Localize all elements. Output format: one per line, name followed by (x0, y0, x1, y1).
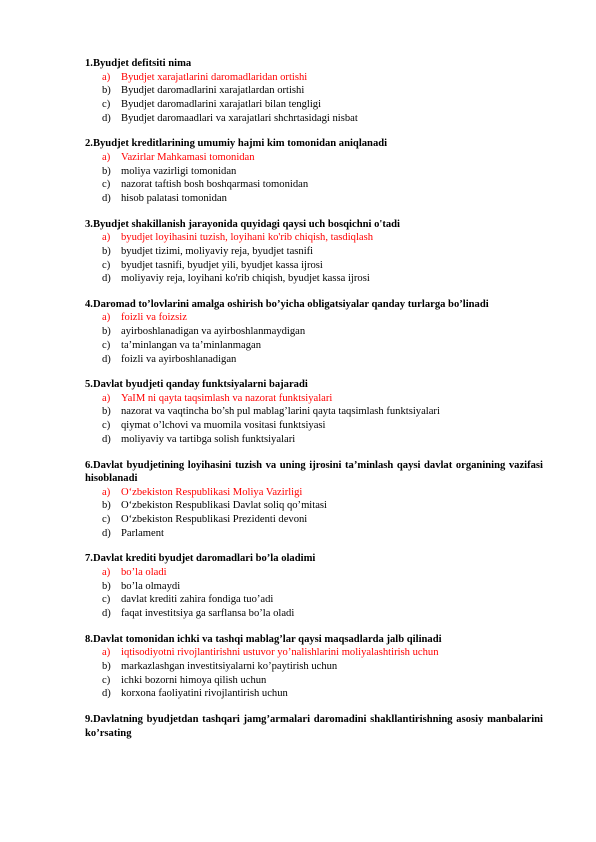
question-title: 3.Byudjet shakillanish jarayonida quyidagi qaysi uch bosqichni o'tadi (85, 218, 400, 230)
option-text: Byudjet daromadlarini xarajatlardan ortishi (121, 85, 305, 97)
option-a-correct (85, 71, 543, 85)
option-a-correct (85, 486, 543, 500)
question-4 (85, 298, 543, 366)
option-text: bo’la oladi (121, 566, 167, 578)
option-list (85, 231, 543, 286)
option-text: moliyaviy reja, loyihani ko'rib chiqish, byudjet kassa ijrosi (121, 273, 370, 285)
option-list (85, 71, 543, 126)
option-text: hisob palatasi tomonidan (121, 192, 227, 204)
option-list (85, 566, 543, 621)
option-letter: c) (102, 259, 111, 271)
option-c (85, 178, 543, 192)
option-text: foizli va foizsiz (121, 312, 187, 324)
option-letter: b) (102, 406, 111, 418)
option-letter: c) (102, 513, 111, 525)
option-text: Byudjet daromaadlari va xarajatlari shchrtasidagi nisbat (121, 112, 358, 124)
option-letter: a) (102, 232, 111, 244)
option-list (85, 646, 543, 701)
option-letter: d) (102, 353, 111, 365)
option-letter: a) (102, 647, 111, 659)
option-letter: b) (102, 580, 111, 592)
document-page (85, 57, 543, 752)
option-text: moliya vazirligi tomonidan (121, 165, 237, 177)
option-text: ichki bozorni himoya qilish uchun (121, 674, 267, 686)
option-d (85, 607, 543, 621)
question-title: 7.Davlat krediti byudjet daromadlari bo’la oladimi (85, 553, 316, 565)
option-letter: c) (102, 339, 111, 351)
option-letter: d) (102, 688, 111, 700)
option-d (85, 527, 543, 541)
question-title: 1.Byudjet defitsiti nima (85, 58, 192, 69)
option-letter: a) (102, 566, 111, 578)
option-text: Parlament (121, 527, 164, 539)
option-text: ayirboshlanadigan va ayirboshlanmaydigan (121, 326, 306, 338)
option-d (85, 433, 543, 447)
option-text: O‘zbekiston Respublikasi Davlat soliq qo’mitasi (121, 500, 327, 512)
option-text: byudjet tizimi, moliyaviy reja, byudjet tasnifi (121, 245, 314, 257)
option-b (85, 165, 543, 179)
question-5 (85, 378, 543, 446)
option-text: moliyaviy va tartibga solish funktsiyalari (121, 433, 296, 445)
option-list (85, 392, 543, 447)
option-b (85, 325, 543, 339)
option-letter: b) (102, 326, 111, 338)
option-c (85, 674, 543, 688)
option-letter: b) (102, 660, 111, 672)
option-letter: b) (102, 165, 111, 177)
option-text: byudjet loyihasini tuzish, loyihani ko'rib chiqish, tasdiqlash (121, 232, 374, 244)
option-list (85, 311, 543, 366)
question-9 (85, 713, 543, 740)
question-title: 2.Byudjet kreditlarining umumiy hajmi kim tomonidan aniqlanadi (85, 138, 388, 150)
option-text: O‘zbekiston Respublikasi Prezidenti devoni (121, 513, 308, 525)
option-letter: d) (102, 192, 111, 204)
option-text: nazorat va vaqtincha bo’sh pul mablag’larini qayta taqsimlash funktsiyalari (121, 406, 440, 418)
option-c (85, 593, 543, 607)
option-d (85, 353, 543, 367)
option-a-correct (85, 566, 543, 580)
option-text: ta’minlangan va ta’minlanmagan (121, 339, 262, 351)
option-c (85, 98, 543, 112)
option-a-correct (85, 231, 543, 245)
question-3 (85, 218, 543, 286)
option-text: O‘zbekiston Respublikasi Moliya Vazirligi (121, 486, 303, 498)
option-letter: d) (102, 112, 111, 124)
option-letter: c) (102, 420, 111, 432)
option-b (85, 499, 543, 513)
option-text: iqtisodiyotni rivojlantirishni ustuvor yo’nalishlarini moliyalashtirish uchun (121, 647, 439, 659)
option-letter: c) (102, 674, 111, 686)
option-text: korxona faoliyatini rivojlantirish uchun (121, 688, 288, 700)
option-b (85, 84, 543, 98)
option-c (85, 259, 543, 273)
question-2 (85, 137, 543, 205)
option-letter: d) (102, 433, 111, 445)
option-b (85, 580, 543, 594)
option-letter: d) (102, 273, 111, 285)
option-text: Byudjet xarajatlarini daromadlaridan ortishi (121, 71, 308, 83)
option-letter: a) (102, 486, 111, 498)
option-text: YaIM ni qayta taqsimlash va nazorat funktsiyalari (121, 392, 333, 404)
question-title: 9.Davlatning byudjetdan tashqari jamg’armalari daromadini shakllantirishning asosiy manbalarini ko’rsating (85, 714, 543, 739)
option-list (85, 151, 543, 206)
option-text: davlat krediti zahira fondiga tuo’adi (121, 594, 274, 606)
option-a-correct (85, 311, 543, 325)
option-letter: b) (102, 500, 111, 512)
option-a-correct (85, 646, 543, 660)
option-letter: c) (102, 98, 111, 110)
option-c (85, 339, 543, 353)
question-8 (85, 633, 543, 701)
option-letter: c) (102, 594, 111, 606)
question-7 (85, 552, 543, 620)
option-text: foizli va ayirboshlanadigan (121, 353, 237, 365)
option-text: Vazirlar Mahkamasi tomonidan (121, 151, 255, 163)
option-letter: a) (102, 151, 111, 163)
option-text: faqat investitsiya ga sarflansa bo’la oladi (121, 607, 295, 619)
option-text: byudjet tasnifi, byudjet yili, byudjet kassa ijrosi (121, 259, 323, 271)
option-letter: d) (102, 607, 111, 619)
option-a-correct (85, 392, 543, 406)
question-6 (85, 459, 543, 541)
option-d (85, 687, 543, 701)
question-title: 5.Davlat byudjeti qanday funktsiyalarni bajaradi (85, 379, 308, 391)
option-b (85, 245, 543, 259)
option-c (85, 419, 543, 433)
option-letter: b) (102, 245, 111, 257)
option-letter: b) (102, 85, 111, 97)
option-text: bo’la olmaydi (121, 580, 181, 592)
option-d (85, 272, 543, 286)
option-letter: d) (102, 527, 111, 539)
question-title: 8.Davlat tomonidan ichki va tashqi mablag’lar qaysi maqsadlarda jalb qilinadi (85, 633, 442, 645)
option-text: nazorat taftish bosh boshqarmasi tomonidan (121, 179, 309, 191)
option-letter: a) (102, 392, 111, 404)
option-b (85, 405, 543, 419)
option-d (85, 192, 543, 206)
option-text: Byudjet daromadlarini xarajatlari bilan tengligi (121, 98, 322, 110)
option-letter: c) (102, 179, 111, 191)
question-1 (85, 57, 543, 125)
option-letter: a) (102, 71, 111, 83)
option-b (85, 660, 543, 674)
option-list (85, 486, 543, 541)
option-a-correct (85, 151, 543, 165)
option-d (85, 112, 543, 126)
question-title: 4.Daromad to’lovlarini amalga oshirish bo’yicha obligatsiyalar qanday turlarga bo’linadi (85, 298, 489, 310)
option-text: qiymat o’lchovi va muomila vositasi funktsiyasi (121, 420, 326, 432)
option-text: markazlashgan investitsiyalarni ko’paytirish uchun (121, 660, 338, 672)
question-title: 6.Davlat byudjetining loyihasini tuzish va uning ijrosini ta’minlash qaysi davlat organining vazifasi hisoblanadi (85, 459, 543, 485)
option-letter: a) (102, 312, 111, 324)
option-c (85, 513, 543, 527)
